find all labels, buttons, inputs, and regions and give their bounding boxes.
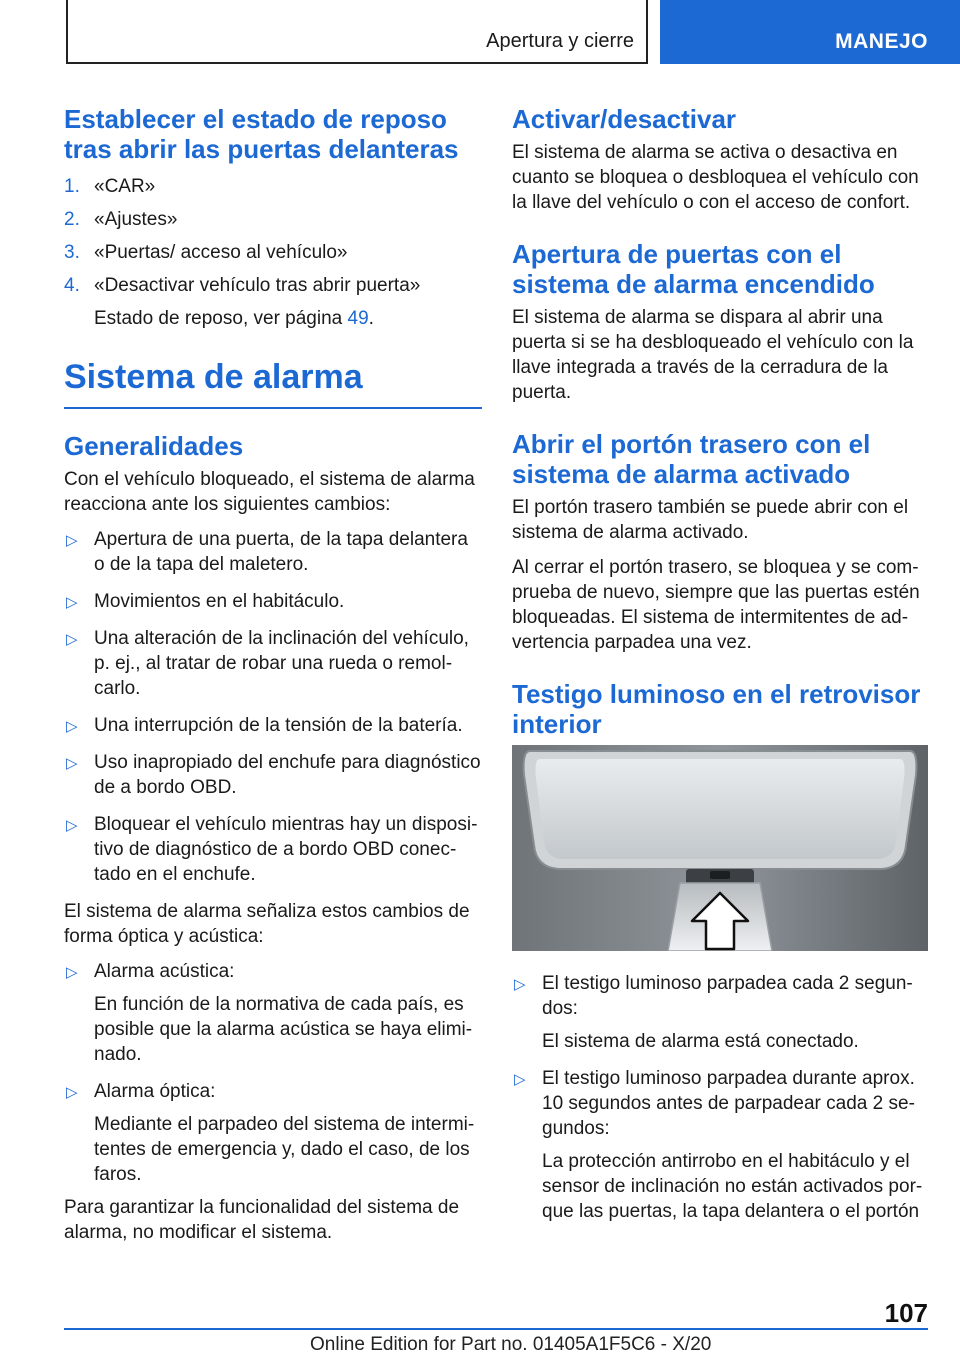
paragraph-intro: Con el vehículo bloqueado, el sistema de alarma reacciona ante los siguientes cambios: xyxy=(64,469,475,515)
list-item-title: El testigo luminoso parpadea durante aprox. 10 segundos antes de parpadear cada 2 segundos: xyxy=(542,1068,915,1139)
footer-edition: Online Edition for Part no. 01405A1F5C6 - X/20 xyxy=(310,1334,712,1355)
list-item-detail: Mediante el parpadeo del sistema de intermitentes de emergencia y, dado el caso, de los faros. xyxy=(94,1114,475,1185)
list-item xyxy=(64,812,482,887)
steps-list xyxy=(64,174,482,331)
list-item-title: Alarma acústica: xyxy=(94,961,235,982)
step-note-suffix: . xyxy=(368,308,374,329)
triangle-bullet-icon: ▷ xyxy=(66,631,78,648)
section-title-rule xyxy=(64,357,482,409)
list-item xyxy=(64,713,482,738)
heading-reposo: Establecer el estado de reposo tras abrir las puertas delanteras xyxy=(64,104,459,164)
heading-generalidades: Generalidades xyxy=(64,431,244,461)
header-section-title: Apertura y cierre xyxy=(486,30,634,52)
step-text: «Puertas/ acceso al vehículo» xyxy=(94,242,348,263)
changes-list xyxy=(64,527,482,887)
step-text: «CAR» xyxy=(94,176,156,197)
list-item xyxy=(64,527,482,577)
list-item-title: El testigo luminoso parpadea cada 2 segundos: xyxy=(542,973,913,1019)
page-link-49[interactable]: 49 xyxy=(347,308,369,329)
list-item xyxy=(512,971,928,1054)
heading-porton: Abrir el portón trasero con el sistema de alarma activado xyxy=(512,429,871,489)
step-note xyxy=(94,306,482,331)
list-item-title: Alarma óptica: xyxy=(94,1081,216,1102)
right-column xyxy=(512,104,928,1236)
heading-testigo: Testigo luminoso en el retrovisor interior xyxy=(512,679,921,739)
triangle-bullet-icon: ▷ xyxy=(66,594,78,611)
page-number: 107 xyxy=(884,1298,928,1328)
paragraph-apertura: El sistema de alarma se dispara al abrir una puerta si se ha desbloqueado el vehículo con la llave integrada a través de la cerradura de la puerta. xyxy=(512,307,914,403)
list-item-detail: La protección antirrobo en el habitáculo y el sensor de inclinación no están activados porque las puertas, la tapa delantera o el portón xyxy=(542,1151,923,1222)
list-item xyxy=(64,750,482,800)
list-item xyxy=(64,174,482,199)
header-chapter-label: MANEJO xyxy=(835,30,928,53)
list-item-text: Apertura de una puerta, de la tapa delantera o de la tapa del maletero. xyxy=(94,529,468,575)
triangle-bullet-icon: ▷ xyxy=(66,755,78,772)
step-number: 2. xyxy=(64,209,80,230)
list-item xyxy=(64,240,482,265)
paragraph-garantizar: Para garantizar la funcionalidad del sistema de alarma, no modificar el sistema. xyxy=(64,1197,460,1243)
triangle-bullet-icon: ▷ xyxy=(66,964,78,981)
list-item-text: Movimientos en el habitáculo. xyxy=(94,591,345,612)
triangle-bullet-icon: ▷ xyxy=(514,1071,526,1088)
list-item-text: Uso inapropiado del enchufe para diagnóstico de a bordo OBD. xyxy=(94,752,481,798)
step-note-text: Estado de reposo, ver página xyxy=(94,308,348,329)
heading-apertura: Apertura de puertas con el sistema de alarma encendido xyxy=(512,239,875,299)
list-item-detail: El sistema de alarma está conectado. xyxy=(542,1031,859,1052)
list-item xyxy=(64,959,482,1067)
footer-rule xyxy=(64,1328,928,1330)
step-number: 3. xyxy=(64,242,80,263)
paragraph-senaliza: El sistema de alarma señaliza estos cambios de forma óptica y acústica: xyxy=(64,901,470,947)
step-number: 4. xyxy=(64,275,80,296)
list-item xyxy=(64,1079,482,1187)
list-item-text: Una alteración de la inclinación del vehículo, p. ej., al tratar de robar una rueda o remolcarlo. xyxy=(94,628,469,699)
list-item-text: Una interrupción de la tensión de la batería. xyxy=(94,715,463,736)
paragraph-activar: El sistema de alarma se activa o desactiva en cuanto se bloquea o desbloquea el vehículo con la llave del vehículo o con el acceso de confort. xyxy=(512,142,919,213)
step-text: «Desactivar vehículo tras abrir puerta» xyxy=(94,275,421,296)
step-number: 1. xyxy=(64,176,80,197)
triangle-bullet-icon: ▷ xyxy=(66,1084,78,1101)
step-text: «Ajustes» xyxy=(94,209,178,230)
signals-list xyxy=(64,959,482,1187)
triangle-bullet-icon: ▷ xyxy=(66,532,78,549)
testigo-list xyxy=(512,971,928,1224)
section-title-alarma: Sistema de alarma xyxy=(64,358,363,396)
list-item xyxy=(64,626,482,701)
triangle-bullet-icon: ▷ xyxy=(66,817,78,834)
rearview-mirror-illustration xyxy=(512,745,928,951)
list-item-detail: En función de la normativa de cada país, es posible que la alarma acústica se haya eliminado. xyxy=(94,994,473,1065)
left-column xyxy=(64,104,482,1255)
triangle-bullet-icon: ▷ xyxy=(514,976,526,993)
paragraph-porton-2: Al cerrar el portón trasero, se bloquea y se comprueba de nuevo, siempre que las puertas estén bloqueadas. El sistema de intermitentes de advertencia parpadea una vez. xyxy=(512,557,920,653)
list-item xyxy=(512,1066,928,1224)
list-item xyxy=(64,273,482,331)
heading-activar: Activar/desactivar xyxy=(512,104,737,134)
list-item xyxy=(64,589,482,614)
triangle-bullet-icon: ▷ xyxy=(66,718,78,735)
list-item xyxy=(64,207,482,232)
paragraph-porton-1: El portón trasero también se puede abrir con el sistema de alarma activado. xyxy=(512,497,909,543)
list-item-text: Bloquear el vehículo mientras hay un dispositivo de diagnóstico de a bordo OBD conectado en el enchufe. xyxy=(94,814,478,885)
header-chapter-tab[interactable] xyxy=(660,0,960,64)
